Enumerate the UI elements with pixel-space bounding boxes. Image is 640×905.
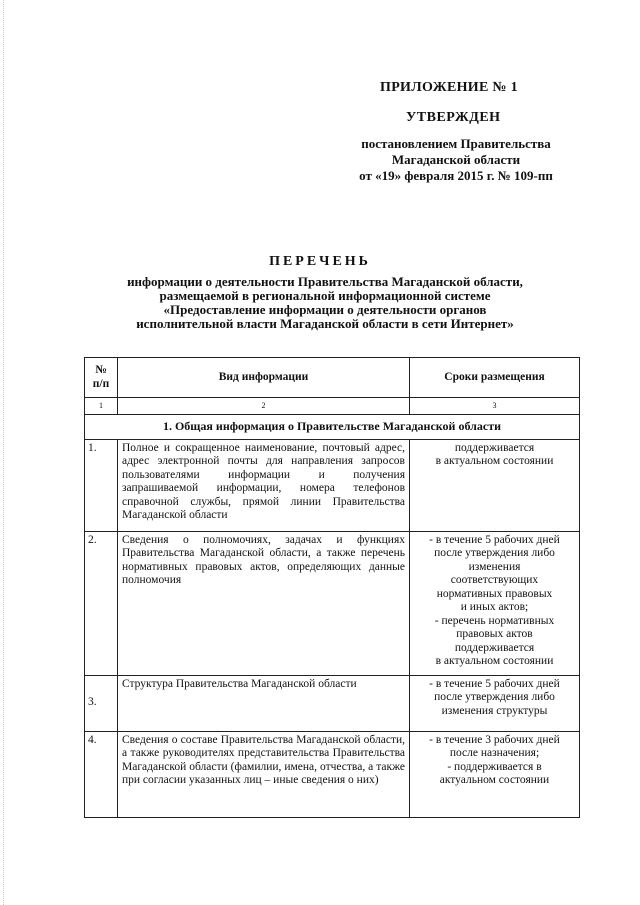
table-row: [85, 531, 580, 675]
term-line: правовых актов: [456, 628, 533, 640]
section-row: [85, 414, 580, 439]
term-line: изменения: [468, 560, 521, 573]
row-info: Полное и сокращенное наименование, почтовый адрес, адрес электронной почты для направления запросов пользователями информации и получения запрашиваемой информации, номера телефонов справочной службы, прямой линии Правительства Магаданской области: [118, 439, 410, 531]
term-line: в актуальном состоянии: [435, 455, 554, 467]
document-subtitle: [75, 275, 575, 331]
column-number: 3: [410, 398, 580, 415]
term-line: после утверждения либо: [434, 691, 555, 703]
subtitle-line: исполнительной власти Магаданской области в сети Интернет»: [136, 316, 514, 331]
term-line: после утверждения либо: [434, 547, 555, 559]
term-line: поддерживается: [454, 641, 535, 654]
row-term: [410, 731, 580, 817]
row-term: [410, 531, 580, 675]
term-line: - в течение 3 рабочих дней: [429, 733, 560, 746]
table-row: [85, 731, 580, 817]
information-table: [84, 357, 580, 818]
term-line: нормативных правовых: [436, 587, 553, 600]
column-number: 1: [85, 398, 118, 415]
row-info: Сведения о составе Правительства Магаданской области, а также руководителях представительства Правительства Магаданской области (фамилии, имена, отчества, а также при согласии указанных лиц – иные сведения о них): [118, 731, 410, 817]
row-number: 2.: [85, 531, 118, 675]
term-line: поддерживается: [454, 441, 535, 454]
row-number: 1.: [85, 439, 118, 531]
term-line: - в течение 5 рабочих дней: [429, 533, 560, 546]
header-info: Вид информации: [118, 358, 410, 398]
row-term: [410, 439, 580, 531]
term-line: и иных актов;: [460, 601, 529, 613]
document-title: ПЕРЕЧЕНЬ: [269, 254, 371, 269]
term-line: актуальном состоянии: [439, 774, 550, 786]
term-line: соответствующих: [450, 574, 539, 586]
column-number: 2: [118, 398, 410, 415]
subtitle-line: размещаемой в региональной информационной системе: [159, 288, 491, 303]
term-line: после назначения;: [449, 747, 540, 759]
term-line: - поддерживается в: [447, 760, 542, 773]
header-num: № п/п: [85, 358, 118, 398]
term-line: - в течение 5 рабочих дней: [429, 677, 560, 690]
row-term: [410, 675, 580, 731]
scan-edge-dots: [3, 0, 8, 905]
term-line: изменения структуры: [441, 704, 548, 717]
row-info: Сведения о полномочиях, задачах и функциях Правительства Магаданской области, а также перечень нормативных правовых актов, определяющих данные полномочия: [118, 531, 410, 675]
term-line: в актуальном состоянии: [435, 655, 554, 667]
term-line: - перечень нормативных: [434, 614, 555, 627]
approval-line: от «19» февраля 2015 г. № 109-пп: [359, 168, 553, 183]
table-row: [85, 439, 580, 531]
row-number: 3.: [85, 675, 118, 731]
row-number: 4.: [85, 731, 118, 817]
subtitle-line: информации о деятельности Правительства Магаданской области,: [127, 274, 523, 289]
table-row: [85, 675, 580, 731]
row-info: Структура Правительства Магаданской области: [118, 675, 410, 731]
header-term: Сроки размещения: [410, 358, 580, 398]
appendix-label: ПРИЛОЖЕНИЕ № 1: [380, 80, 518, 95]
approval-line: постановлением Правительства: [361, 136, 551, 151]
table-header-row: [85, 358, 580, 398]
approved-label: УТВЕРЖДЕН: [406, 110, 501, 125]
column-number-row: [85, 398, 580, 415]
approval-decree: [320, 136, 592, 184]
approval-line: Магаданской области: [391, 152, 521, 167]
subtitle-line: «Предоставление информации о деятельности органов: [163, 302, 487, 317]
section-title: 1. Общая информация о Правительстве Магаданской области: [85, 414, 580, 439]
